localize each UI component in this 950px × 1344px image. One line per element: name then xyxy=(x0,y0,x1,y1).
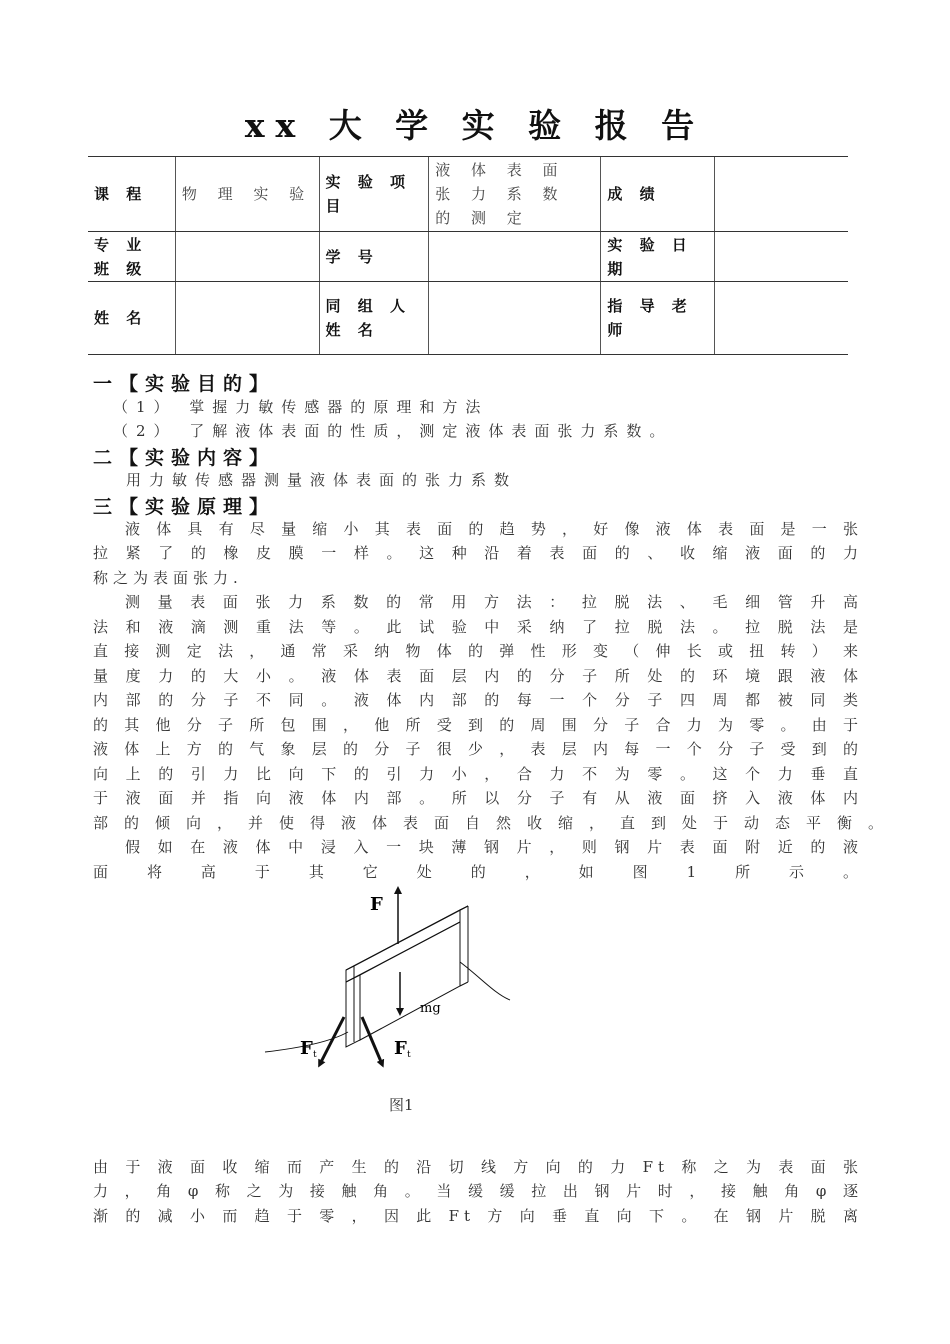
label-Ft-left-sub: t xyxy=(313,1050,317,1060)
partner-label: 同 组 人 姓 名 xyxy=(319,282,429,355)
p2-line4: 量度力的大小。液体表面层内的分子所处的环境跟液体 xyxy=(93,667,863,685)
p2-line6: 的其他分子所包围，他所受到的周围分子合力为零。由于 xyxy=(93,716,863,734)
course-label: 课 程 xyxy=(88,157,175,232)
tension-left-arrow xyxy=(320,1017,344,1064)
p2-line2: 法和液滴测重法等。此试验中采纳了拉脱法。拉脱法是 xyxy=(93,618,863,636)
p1-line3: 称之为表面张力. xyxy=(93,569,243,587)
p3-line1: 假如在液体中浸入一块薄钢片，则钢片表面附近的液 xyxy=(125,838,863,856)
p1-line2: 拉紧了的橡皮膜一样。这种沿着表面的、收缩液面的力 xyxy=(93,544,863,562)
teacher-label: 指 导 老 师 xyxy=(601,282,715,355)
major-value xyxy=(175,232,319,282)
label-Ft-right: F xyxy=(394,1038,407,1059)
figure-caption: 图1 xyxy=(389,1096,414,1114)
p2-line8: 向上的引力比向下的引力小，合力不为零。这个力垂直 xyxy=(93,765,863,783)
project-value: 液 体 表 面 张 力 系 数 的 测 定 xyxy=(429,157,601,232)
p3-line2: 面将高于其它处的，如图1所示。 xyxy=(93,863,863,881)
p2-line7: 液体上方的气象层的分子很少，表层内每一个分子受到的 xyxy=(93,740,863,758)
name-value xyxy=(175,282,319,355)
p1-line1: 液体具有尽量缩小其表面的趋势，好像液体表面是一张 xyxy=(125,520,863,538)
p4-line2: 力，角φ称之为接触角。当缓缓拉出钢片时，接触角φ逐 xyxy=(93,1182,863,1200)
p2-line1: 测量表面张力系数的常用方法：拉脱法、毛细管升高 xyxy=(125,593,863,611)
student-id-value xyxy=(429,232,601,282)
student-id-label: 学 号 xyxy=(319,232,429,282)
label-Ft-left: F xyxy=(300,1038,313,1059)
label-mg: mg xyxy=(420,1001,441,1016)
course-value: 物 理 实 验 xyxy=(175,157,319,232)
content-heading: 二【实验内容】 xyxy=(93,447,276,469)
teacher-value xyxy=(715,282,848,355)
purpose-heading: 一【实验目的】 xyxy=(93,373,276,395)
p4-line1: 由于液面收缩而产生的沿切线方向的力Ft称之为表面张 xyxy=(93,1158,863,1176)
date-value xyxy=(715,232,848,282)
info-table xyxy=(88,156,848,355)
date-label: 实 验 日 期 xyxy=(601,232,715,282)
label-F: F xyxy=(370,894,383,915)
project-label: 实 验 项 目 xyxy=(319,157,429,232)
content-text: 用力敏传感器测量液体表面的张力系数 xyxy=(126,471,518,489)
p2-line5: 内部的分子不同。液体内部的每一个分子四周都被同类 xyxy=(93,691,863,709)
purpose-item-1: （1） 掌握力敏传感器的原理和方法 xyxy=(113,398,489,416)
report-title: xx 大 学 实 验 报 告 xyxy=(244,106,706,145)
name-label: 姓 名 xyxy=(88,282,175,355)
p2-line9: 于液面并指向液体内部。所以分子有从液面挤入液体内 xyxy=(93,789,863,807)
tension-right-arrow xyxy=(362,1017,382,1064)
p4-line3: 渐的减小而趋于零，因此Ft方向垂直向下。在钢片脱离 xyxy=(93,1207,863,1225)
partner-value xyxy=(429,282,601,355)
figure-1-diagram xyxy=(260,882,520,1082)
score-label: 成 绩 xyxy=(601,157,715,232)
major-label: 专 业 班 级 xyxy=(88,232,175,282)
label-Ft-right-sub: t xyxy=(407,1050,411,1060)
score-value xyxy=(715,157,848,232)
purpose-item-2: （2） 了解液体表面的性质，测定液体表面张力系数。 xyxy=(113,422,673,440)
p2-line3: 直接测定法，通常采纳物体的弹性形变（伸长或扭转）来 xyxy=(93,642,863,660)
principle-heading: 三【实验原理】 xyxy=(93,496,276,518)
p2-line10: 部的倾向，并使得液体表面自然收缩，直到处于动态平衡。 xyxy=(93,814,888,832)
